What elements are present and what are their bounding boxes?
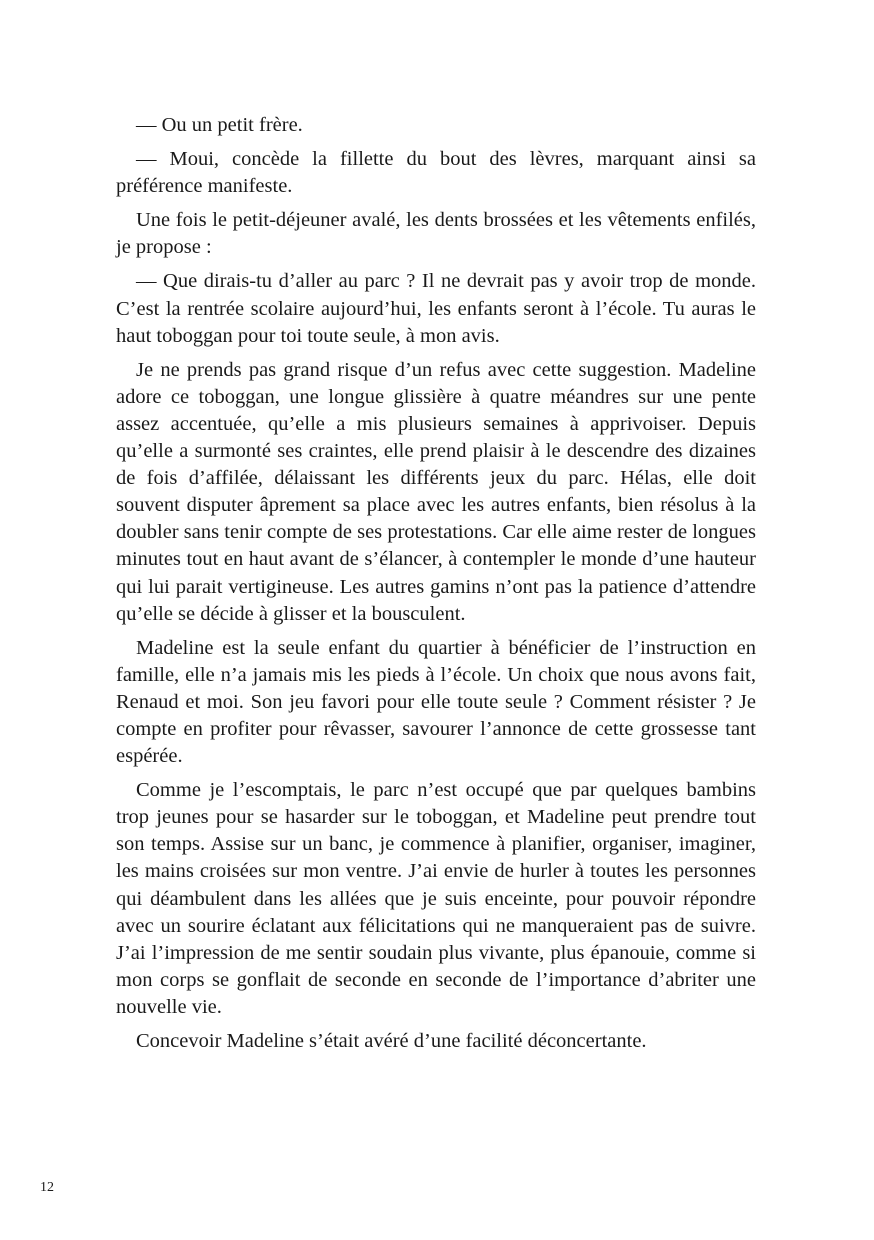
paragraph: Une fois le petit-déjeuner avalé, les dents brossées et les vêtements enfilés, je propose : xyxy=(116,209,756,259)
paragraph: — Ou un petit frère. xyxy=(136,114,303,136)
body-text xyxy=(116,112,756,1062)
page-number: 12 xyxy=(40,1180,54,1195)
paragraph: — Que dirais-tu d’aller au parc ? Il ne devrait pas y avoir trop de monde. C’est la rentrée scolaire aujourd’hui, les enfants seront à l’école. Tu auras le haut toboggan pour toi toute seule, à mon avis. xyxy=(116,270,756,347)
paragraph: Comme je l’escomptais, le parc n’est occupé que par quelques bambins trop jeunes pour se hasarder sur le toboggan, et Madeline peut prendre tout son temps. Assise sur un banc, je commence à planifier, organiser, imaginer, les mains croisées sur mon ventre. J’ai envie de hurler à toutes les personnes qui déambulent dans les allées que je suis enceinte, pour pouvoir répondre avec un sourire éclatant aux félicitations qui ne manqueraient pas de suivre. J’ai l’impression de me sentir soudain plus vivante, plus épanouie, comme si mon corps se gonflait de seconde en seconde de l’importance d’abriter une nouvelle vie. xyxy=(116,779,756,1018)
paragraph: Madeline est la seule enfant du quartier à bénéficier de l’instruction en famille, elle n’a jamais mis les pieds à l’école. Un choix que nous avons fait, Renaud et moi. Son jeu favori pour elle toute seule ? Comment résister ? Je compte en profiter pour rêvasser, savourer l’annonce de cette grossesse tant espérée. xyxy=(116,636,756,768)
paragraph: — Moui, concède la fillette du bout des lèvres, marquant ainsi sa préférence manifeste. xyxy=(116,148,756,198)
paragraph: Concevoir Madeline s’était avéré d’une facilité déconcertante. xyxy=(136,1030,647,1052)
paragraph: Je ne prends pas grand risque d’un refus avec cette suggestion. Madeline adore ce toboggan, une longue glissière à quatre méandres sur une pente assez accentuée, qu’elle a mis plusieurs semaines à apprivoiser. Depuis qu’elle a surmonté ses craintes, elle prend plaisir à le descendre des dizaines de fois d’affilée, délaissant les différents jeux du parc. Hélas, elle doit souvent disputer âprement sa place avec les autres enfants, bien résolus à la doubler sans tenir compte de ses protestations. Car elle aime rester de longues minutes tout en haut avant de s’élancer, à contempler le monde d’une hauteur qui lui parait vertigineuse. Les autres gamins n’ont pas la patience d’attendre qu’elle se décide à glisser et la bousculent. xyxy=(116,358,756,625)
